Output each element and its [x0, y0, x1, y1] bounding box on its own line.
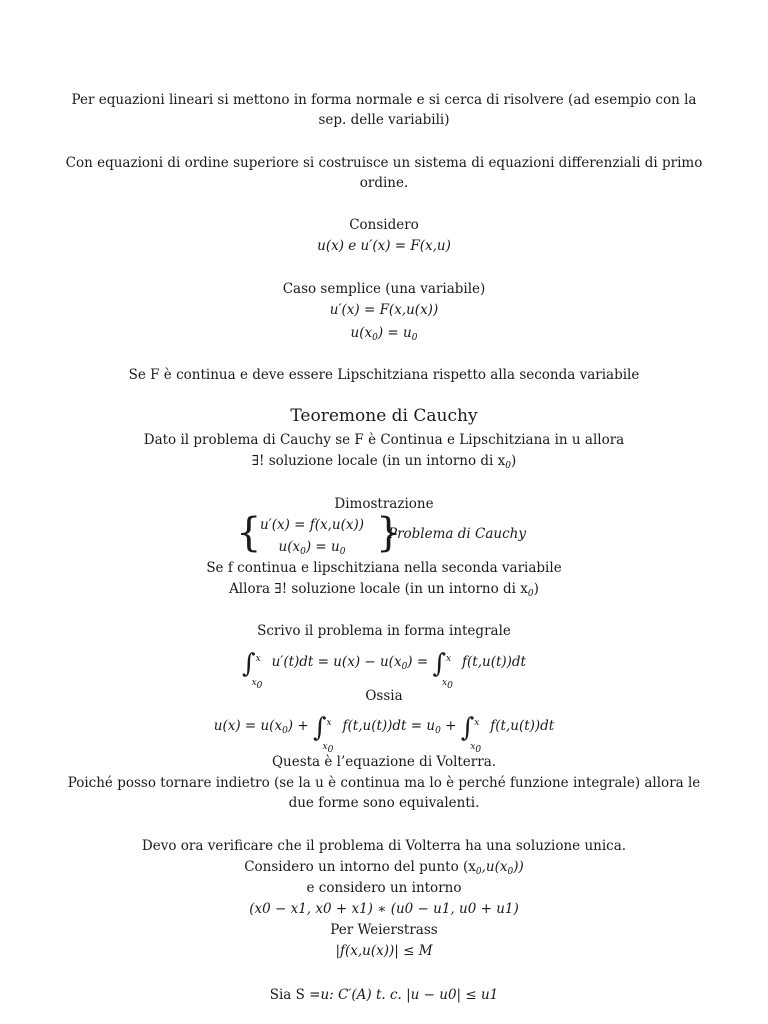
weierstrass-label: Per Weierstrass	[330, 922, 438, 938]
paragraph-equivalence: Poiché posso tornare indietro (se la u è continua ma lo è perché funzione integrale) allora le due forme sono equivalenti.	[67, 775, 701, 811]
paragraph-verify-uniqueness: Devo ora verificare che il problema di Volterra ha una soluzione unica.	[141, 838, 627, 854]
set-definition: Sia S =u: C′(A) t. c. |u − u0| ≤ u1	[269, 987, 499, 1003]
volterra-equation-label: Questa è l’equazione di Volterra.	[271, 754, 497, 770]
integral-equation-2: $u(x) = u(x_0)$ + ∫ x $x_0$ $f(t,u(t))dt = u_0$ + ∫ x $x_0$ f(t,u(t))dt	[213, 713, 555, 755]
formula-considero: u(x) e u′(x) = F(x,u)	[317, 238, 451, 254]
proof-conclusion: Allora ∃! soluzione locale (in un intorno di $x_0$)	[229, 581, 539, 599]
integral-form-label: Scrivo il problema in forma integrale	[257, 623, 511, 639]
cauchy-system	[236, 510, 536, 560]
system-equation-2: $u(x_0) = u_0$	[278, 539, 346, 557]
paragraph-lipschitz: Se F è continua e deve essere Lipschitziana rispetto alla seconda variabile	[128, 367, 640, 383]
label-ossia: Ossia	[365, 688, 403, 704]
weierstrass-bound: |f(x,u(x))| ≤ M	[335, 943, 433, 959]
neighborhood-box: (x0 − x1, x0 + x1) ∗ (u0 − u1, u0 + u1)	[249, 901, 519, 917]
formula-caso-2: $u(x_0) = u_0$	[350, 325, 418, 343]
paragraph-higher-order: Con equazioni di ordine superiore si costruisce un sistema di equazioni differenziali di primo ordine.	[65, 155, 703, 191]
formula-caso-1: u′(x) = F(x,u(x))	[329, 302, 439, 318]
proof-hypothesis: Se f continua e lipschitziana nella seconda variabile	[206, 560, 562, 576]
theorem-statement: Dato il problema di Cauchy se F è Continua e Lipschitziana in u allora	[143, 432, 625, 448]
proof-title: Dimostrazione	[334, 496, 434, 512]
theorem-title: Teoremone di Cauchy	[290, 406, 478, 426]
integral-equation-1: ∫ x $x_0$ $u'(t)dt = u(x) - u(x_0)$ = ∫ x $x_0$ f(t,u(t))dt	[242, 649, 526, 691]
system-equation-1: u′(x) = f(x,u(x))	[259, 517, 365, 533]
paragraph-linear-equations: Per equazioni lineari si mettono in forma normale e si cerca di risolvere (ad esempio con la sep. delle variabili)	[71, 92, 697, 128]
system-name: Problema di Cauchy	[388, 526, 526, 542]
label-considero: Considero	[349, 217, 419, 233]
neighborhood-label: e considero un intorno	[306, 880, 462, 896]
neighborhood-point: Considero un intorno del punto $(x_0,u(x_0))$	[244, 859, 524, 877]
left-brace: {	[236, 510, 262, 556]
label-caso-semplice: Caso semplice (una variabile)	[282, 281, 486, 297]
right-brace: }	[376, 510, 402, 556]
theorem-conclusion: ∃! soluzione locale (in un intorno di $x_0$)	[251, 453, 517, 471]
